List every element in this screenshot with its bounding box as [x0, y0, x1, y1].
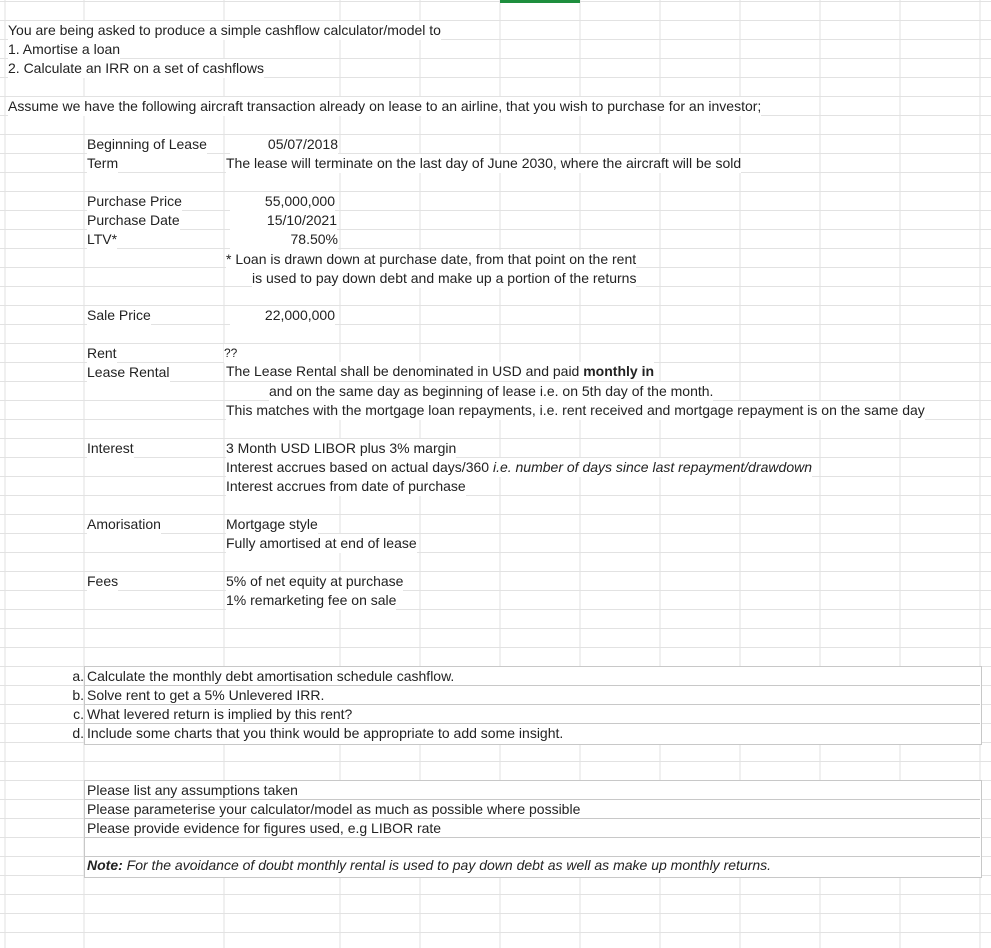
note-label: Note:	[87, 857, 123, 873]
loan-note-line-2[interactable]: is used to pay down debt and make up a portion of the returns	[252, 270, 637, 286]
sale-price-label[interactable]: Sale Price	[87, 307, 151, 323]
purchase-date-label[interactable]: Purchase Date	[87, 212, 180, 228]
interest-line-2[interactable]	[226, 458, 812, 477]
task-b-marker: b.	[72, 687, 84, 703]
lease-rental-line-3[interactable]: This matches with the mortgage loan repayments, i.e. rent received and mortgage repayment is on the same day	[226, 402, 925, 418]
task-d-marker: d.	[72, 725, 84, 741]
task-b-text[interactable]: Solve rent to get a 5% Unlevered IRR.	[87, 687, 325, 703]
lease-rental-text-bold: monthly in	[583, 363, 655, 379]
intro-line-1[interactable]: You are being asked to produce a simple cashflow calculator/model to	[8, 22, 441, 38]
request-line-2[interactable]: Please parameterise your calculator/model as much as possible where possible	[87, 801, 581, 817]
beginning-of-lease-value[interactable]: 05/07/2018	[230, 135, 338, 154]
task-a-marker: a.	[72, 668, 84, 684]
interest-line-2-italic: i.e. number of days since last repayment/drawdown	[492, 459, 812, 475]
rent-label[interactable]: Rent	[87, 345, 117, 361]
sale-price-value[interactable]: 22,000,000	[230, 306, 335, 325]
note-line[interactable]	[87, 856, 771, 875]
task-d-text[interactable]: Include some charts that you think would be appropriate to add some insight.	[87, 725, 564, 741]
note-text: For the avoidance of doubt monthly rental is used to pay down debt as well as make up monthly returns.	[122, 857, 772, 873]
term-value[interactable]: The lease will terminate on the last day of June 2030, where the aircraft will be sold	[226, 155, 742, 171]
purchase-price-value[interactable]: 55,000,000	[230, 192, 335, 211]
interest-line-3[interactable]: Interest accrues from date of purchase	[226, 478, 466, 494]
task-c-text[interactable]: What levered return is implied by this rent?	[87, 706, 353, 722]
request-line-3[interactable]: Please provide evidence for figures used, e.g LIBOR rate	[87, 820, 442, 836]
task-c-marker: c.	[73, 706, 84, 722]
interest-line-2-plain: Interest accrues based on actual days/360	[226, 459, 493, 475]
lease-rental-line-2[interactable]: and on the same day as beginning of lease i.e. on 5th day of the month.	[269, 383, 714, 399]
intro-line-3[interactable]: 2. Calculate an IRR on a set of cashflows	[8, 60, 265, 76]
interest-label[interactable]: Interest	[87, 440, 134, 456]
selected-cell-indicator	[500, 0, 580, 3]
lease-rental-text-plain: The Lease Rental shall be denominated in USD and paid	[226, 363, 584, 379]
amortisation-line-1[interactable]: Mortgage style	[226, 516, 318, 532]
interest-line-1[interactable]: 3 Month USD LIBOR plus 3% margin	[226, 440, 457, 456]
amortisation-label[interactable]: Amorisation	[87, 516, 161, 532]
beginning-of-lease-label[interactable]: Beginning of Lease	[87, 136, 207, 152]
ltv-value[interactable]: 78.50%	[230, 230, 338, 249]
intro-line-4[interactable]: Assume we have the following aircraft transaction already on lease to an airline, that you wish to purchase for an investor;	[8, 98, 762, 114]
lease-rental-text[interactable]	[226, 362, 654, 381]
purchase-price-label[interactable]: Purchase Price	[87, 193, 182, 209]
loan-note-line-1[interactable]: * Loan is drawn down at purchase date, from that point on the rent	[226, 251, 637, 267]
task-a-text[interactable]: Calculate the monthly debt amortisation schedule cashflow.	[87, 668, 455, 684]
lease-rental-label[interactable]: Lease Rental	[87, 364, 170, 380]
fees-label[interactable]: Fees	[87, 573, 119, 589]
fees-line-1[interactable]: 5% of net equity at purchase	[226, 573, 404, 589]
purchase-date-value[interactable]: 15/10/2021	[230, 211, 337, 230]
ltv-label[interactable]: LTV*	[87, 231, 118, 247]
request-line-1[interactable]: Please list any assumptions taken	[87, 782, 298, 798]
fees-line-2[interactable]: 1% remarketing fee on sale	[226, 592, 397, 608]
rent-value[interactable]: ??	[224, 344, 237, 363]
term-label[interactable]: Term	[87, 155, 119, 171]
amortisation-line-2[interactable]: Fully amortised at end of lease	[226, 535, 417, 551]
intro-line-2[interactable]: 1. Amortise a loan	[8, 41, 121, 57]
